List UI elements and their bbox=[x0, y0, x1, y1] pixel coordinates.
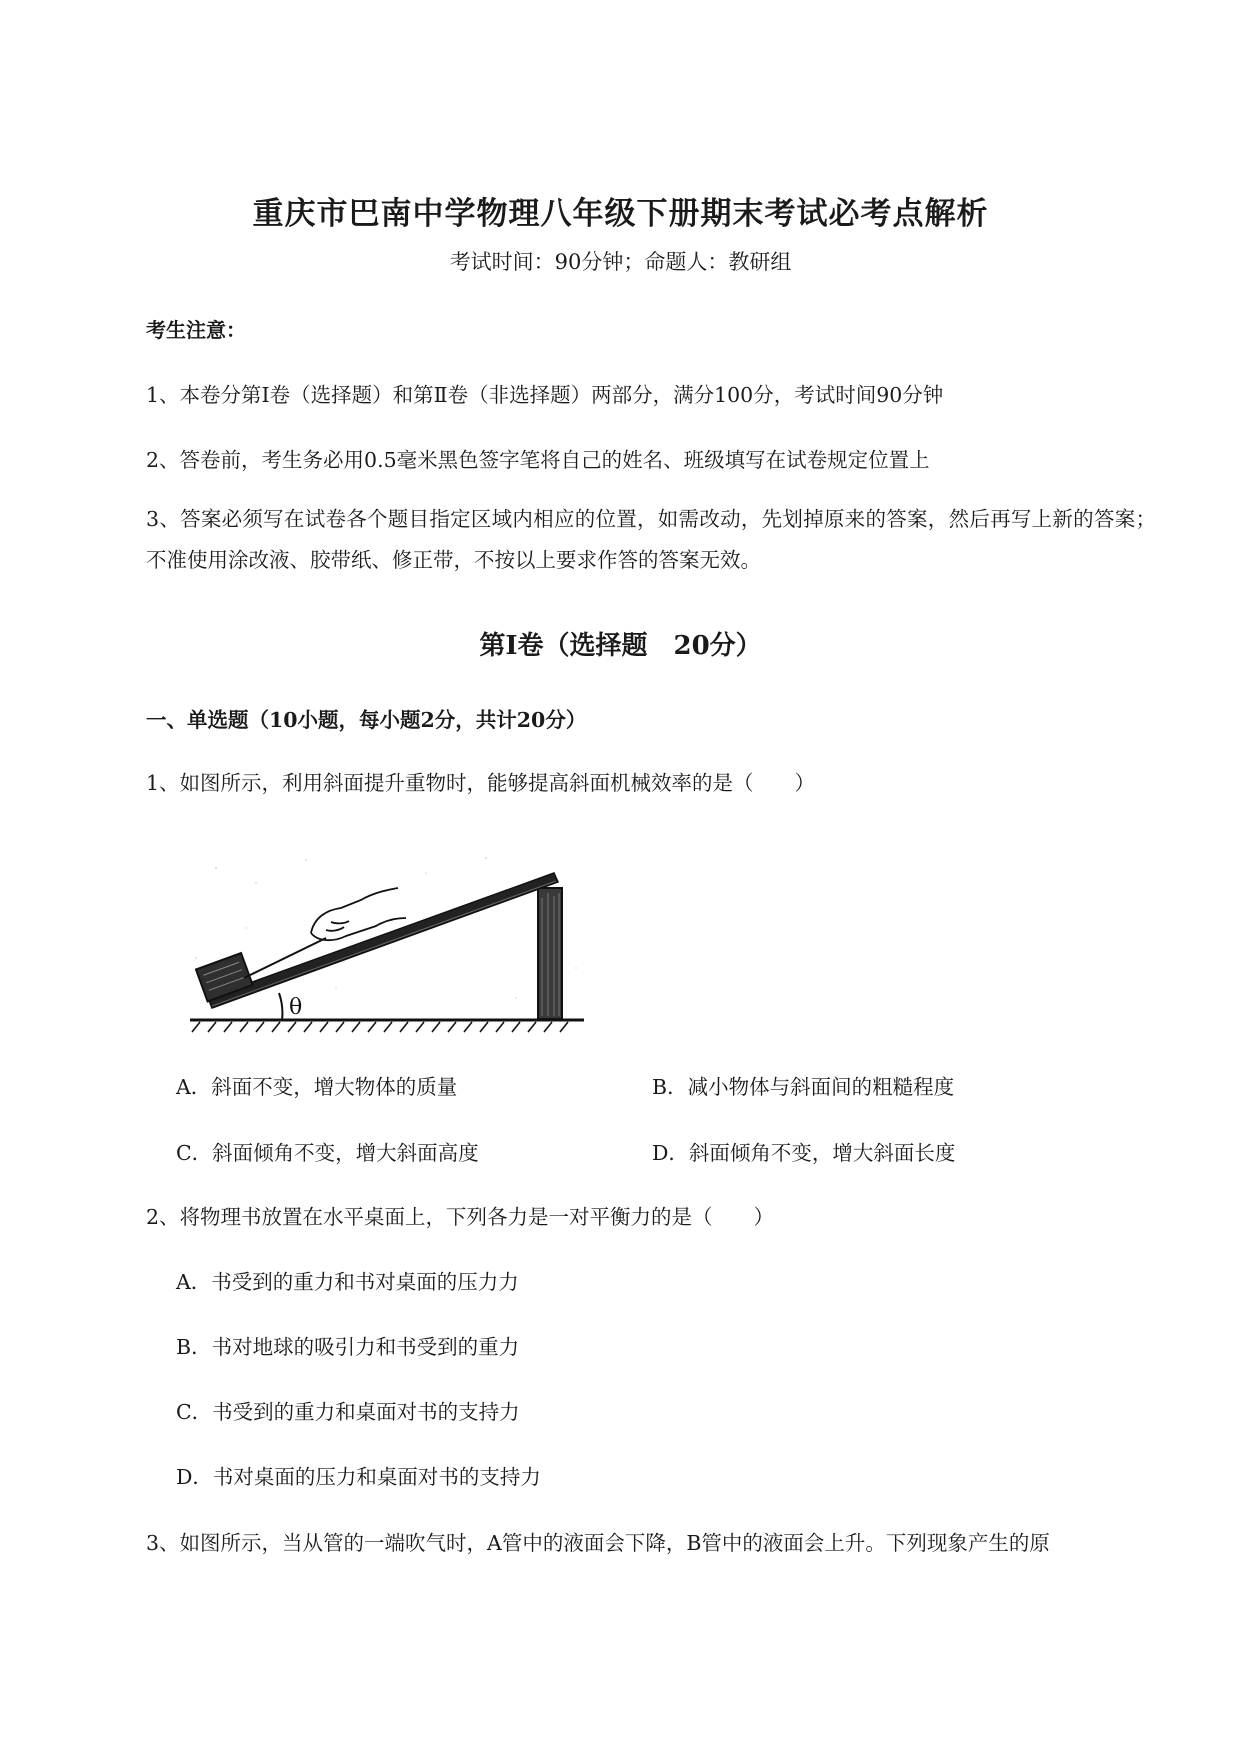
question-1-option-a: A．斜面不变，增大物体的质量 bbox=[176, 1075, 458, 1099]
figure-speckles bbox=[195, 857, 576, 998]
group-heading: 一、单选题（10小题，每小题2分，共计20分） bbox=[146, 708, 587, 732]
section-title: 第I卷（选择题 20分） bbox=[479, 631, 762, 661]
inclined-plane-figure bbox=[186, 838, 586, 1048]
question-1-stem: 1、如图所示，利用斜面提升重物时，能够提高斜面机械效率的是（ ） bbox=[146, 771, 816, 795]
angle-arc bbox=[279, 993, 282, 1020]
notice-item-2: 2、答卷前，考生务必用0.5毫米黑色签字笔将自己的姓名、班级填写在试卷规定位置上 bbox=[146, 448, 930, 472]
page-subtitle: 考试时间：90分钟；命题人：教研组 bbox=[449, 250, 792, 274]
notice-item-3: 3、答案必须写在试卷各个题目指定区域内相应的位置，如需改动，先划掉原来的答案，然后再写上新的答案；不准使用涂改液、胶带纸、修正带，不按以上要求作答的答案无效。 bbox=[146, 507, 1156, 572]
question-1-option-d: D．斜面倾角不变，增大斜面长度 bbox=[652, 1141, 956, 1165]
question-1-option-b: B．减小物体与斜面间的粗糙程度 bbox=[652, 1075, 955, 1099]
question-1-option-c: C．斜面倾角不变，增大斜面高度 bbox=[176, 1141, 479, 1165]
question-2-option-a: A．书受到的重力和书对桌面的压力力 bbox=[176, 1270, 519, 1294]
question-3-stem: 3、如图所示，当从管的一端吹气时，A管中的液面会下降，B管中的液面会上升。下列现象产生的原 bbox=[146, 1531, 1050, 1555]
inclined-board bbox=[208, 873, 558, 1008]
ground-hatching bbox=[192, 1022, 568, 1032]
question-2-option-d: D．书对桌面的压力和桌面对书的支持力 bbox=[176, 1465, 541, 1489]
question-2-option-c: C．书受到的重力和桌面对书的支持力 bbox=[176, 1400, 520, 1424]
angle-label: θ bbox=[289, 995, 303, 1020]
notice-heading: 考生注意： bbox=[146, 318, 246, 342]
question-2-option-b: B．书对地球的吸引力和书受到的重力 bbox=[176, 1335, 520, 1359]
page-title: 重庆市巴南中学物理八年级下册期末考试必考点解析 bbox=[252, 196, 989, 232]
board-edge bbox=[212, 881, 556, 1006]
question-2-stem: 2、将物理书放置在水平桌面上，下列各力是一对平衡力的是（ ） bbox=[146, 1205, 775, 1229]
notice-item-1: 1、本卷分第I卷（选择题）和第Ⅱ卷（非选择题）两部分，满分100分，考试时间90分钟 bbox=[146, 383, 944, 407]
